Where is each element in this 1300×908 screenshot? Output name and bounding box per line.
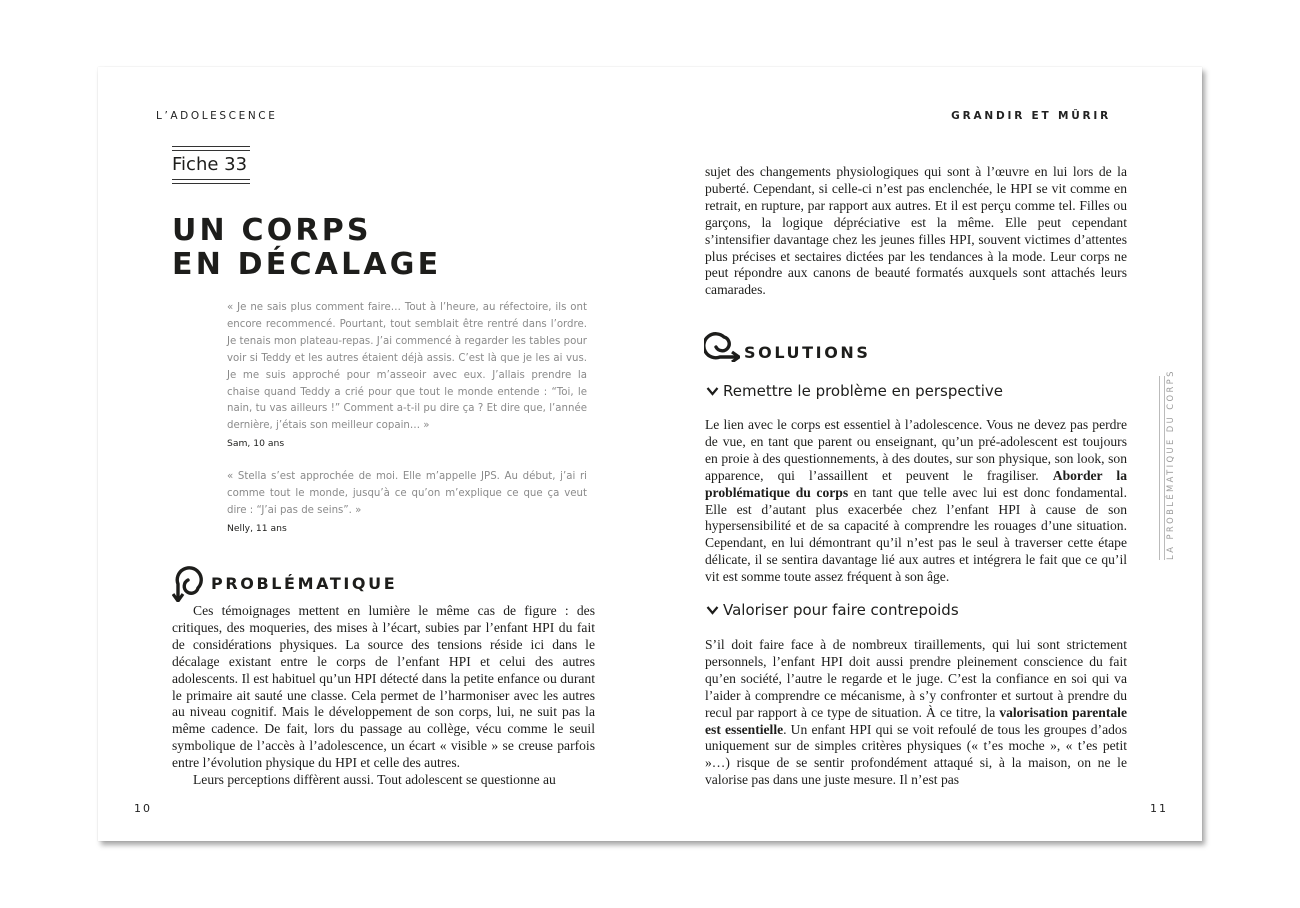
page-title-line-1: UN CORPS	[172, 213, 372, 248]
solution-text-after: en tant que telle avec lui est donc fondamental. Elle est d’autant plus exacerbée chez l’enfant HPI à cause de son hypersensibilité et de sa capacité à comprendre les rouages d’une situation. Cependant, en lui démontrant qu’il n’est pas le seul à traverser cette étape délicate, il se sentira davantage lié aux autres et intégrera le fait que ce qu’il vit est somme toute assez fréquent à son âge.	[705, 484, 1127, 585]
solution-paragraph-text	[705, 417, 1127, 586]
side-tab-label: LA PROBLÉMATIQUE DU CORPS	[1165, 369, 1175, 560]
solution-text-before: Le lien avec le corps est essentiel à l’adolescence. Vous ne devez pas perdre de vue, en tant que parent ou enseignant, qu’un pré-adolescent est toujours en proie à des questionnements, à des doutes, sur son physique, son look, son apparence, qui l’assaillent et peuvent le fragiliser.	[705, 417, 1127, 483]
problematique-paragraph-1: Ces témoignages mettent en lumière le même cas de figure : des critiques, des moqueries, des mises à l’écart, subies par l’enfant HPI du fait de considérations physiques. La source des tensions réside ici dans le décalage existant entre le corps de l’enfant HPI et celui des autres adolescents. Il est habituel qu’un HPI détecté dans la petite enfance ou durant le primaire ait sauté une classe. Cela permet de l’harmoniser avec les autres au niveau cognitif. Mais le développement de son corps, lui, ne suit pas la même cadence. De fait, lors du passage au collège, vécu comme le seuil symbolique de l’accès à l’adolescence, un écart « visible » se creuse parfois entre l’évolution physique du HPI et celle des autres.	[172, 603, 595, 771]
solution-text-after: . Un enfant HPI qui se voit refoulé de tous les groupes d’ados uniquement sur de simples critères physiques (« t’es moche », « t’es petit »…) risque de se sentir profondément attaqué si, à la maison, on ne le valorise pas dans une juste mesure. Il n’est pas	[705, 721, 1127, 788]
solution-paragraph-text	[705, 637, 1127, 789]
solution-paragraph	[705, 417, 1127, 586]
problematique-heading	[172, 564, 397, 602]
problematique-paragraph-2-cont: sujet des changements physiologiques qui sont à l’œuvre en lui lors de la puberté. Cependant, si celle-ci n’est pas enclenchée, le HPI se vit comme en retrait, en rupture, par rapport aux autres. Et il est perçu comme tel. Filles ou garçons, la logique dépréciative est la même. Elle peut cependant s’intensifier davantage chez les jeunes filles HPI, souvent victimes d’attentes plus précises et sectaires dictées par les tendances à la mode. Leur corps ne peut répondre aux canons de beauté formatés auxquels sont attachés leurs camarades.	[705, 164, 1127, 298]
testimonial	[227, 469, 587, 538]
fiche-label-block	[172, 146, 250, 184]
spiral-arrow-down-icon	[172, 564, 206, 602]
solution-subhead	[706, 601, 959, 619]
testimonial-text: « Stella s’est approchée de moi. Elle m’appelle JPS. Au début, j’ai ri comme tout le monde, jusqu’à ce qu’on m’explique ce que ça veut dire : “J’ai pas de seins”. »	[227, 471, 587, 516]
solution-subhead-text: Valoriser pour faire contrepoids	[723, 601, 959, 619]
problematique-heading-text: PROBLÉMATIQUE	[211, 573, 398, 593]
testimonial-text: « Je ne sais plus comment faire… Tout à l’heure, au réfectoire, ils ont encore recommencé. Pourtant, tout semblait être rentré dans l’ordre. Je tenais mon plateau-repas. J’ai commencé à regarder les tables pour voir si Teddy et les autres étaient déjà assis. C’est là que je les ai vus. Je me suis approché pour m’asseoir avec eux. J’allais prendre la chaise quand Teddy a crié pour que tout le monde entende : “Toi, le nain, tu vas ailleurs !” Comment a-t-il pu dire ça ? Et dire que, l’année dernière, j’étais son meilleur copain… »	[227, 302, 587, 432]
running-header-right: GRANDIR ET MÛRIR	[951, 110, 1111, 122]
problematique-body-right	[705, 164, 1127, 299]
testimonial-author: Nelly, 11 ans	[227, 522, 287, 534]
running-header-left: L’ADOLESCENCE	[156, 110, 278, 122]
solutions-heading	[704, 328, 871, 362]
solution-text-bold: valorisation parentale est essentielle	[705, 704, 1127, 737]
solution-text-bold: Aborder la problématique du corps	[705, 467, 1128, 500]
testimonial	[227, 300, 587, 453]
page-title-line-2: EN DÉCALAGE	[172, 247, 442, 282]
fiche-bottom-rule	[172, 179, 250, 184]
solution-subhead	[706, 382, 1003, 400]
spiral-arrow-right-icon	[704, 328, 740, 362]
page-title	[172, 214, 441, 282]
problematique-body-left	[172, 603, 595, 789]
solutions-heading-text: SOLUTIONS	[744, 342, 871, 362]
solution-paragraph	[705, 637, 1127, 789]
solution-subhead-text: Remettre le problème en perspective	[723, 382, 1004, 400]
page-number-right: 11	[1150, 802, 1168, 815]
testimonial-author: Sam, 10 ans	[227, 438, 285, 450]
fiche-label: Fiche 33	[172, 154, 248, 175]
problematique-paragraph-2-start: Leurs perceptions diffèrent aussi. Tout adolescent se questionne au	[193, 772, 556, 788]
side-tab	[1156, 369, 1178, 560]
solution-text-before: S’il doit faire face à de nombreux tiraillements, qui lui sont strictement personnels, l’enfant HPI doit aussi prendre pleinement conscience du fait qu’en société, l’autre le regarde et le juge. C’est la confiance en soi qui va l’aider à comprendre ce mécanisme, à s’y confronter et surtout à prendre du recul par rapport à ce type de situation. À ce titre, la	[705, 637, 1127, 720]
chevron-down-icon	[706, 386, 719, 396]
chevron-down-icon	[706, 605, 719, 615]
page-number-left: 10	[134, 802, 152, 815]
